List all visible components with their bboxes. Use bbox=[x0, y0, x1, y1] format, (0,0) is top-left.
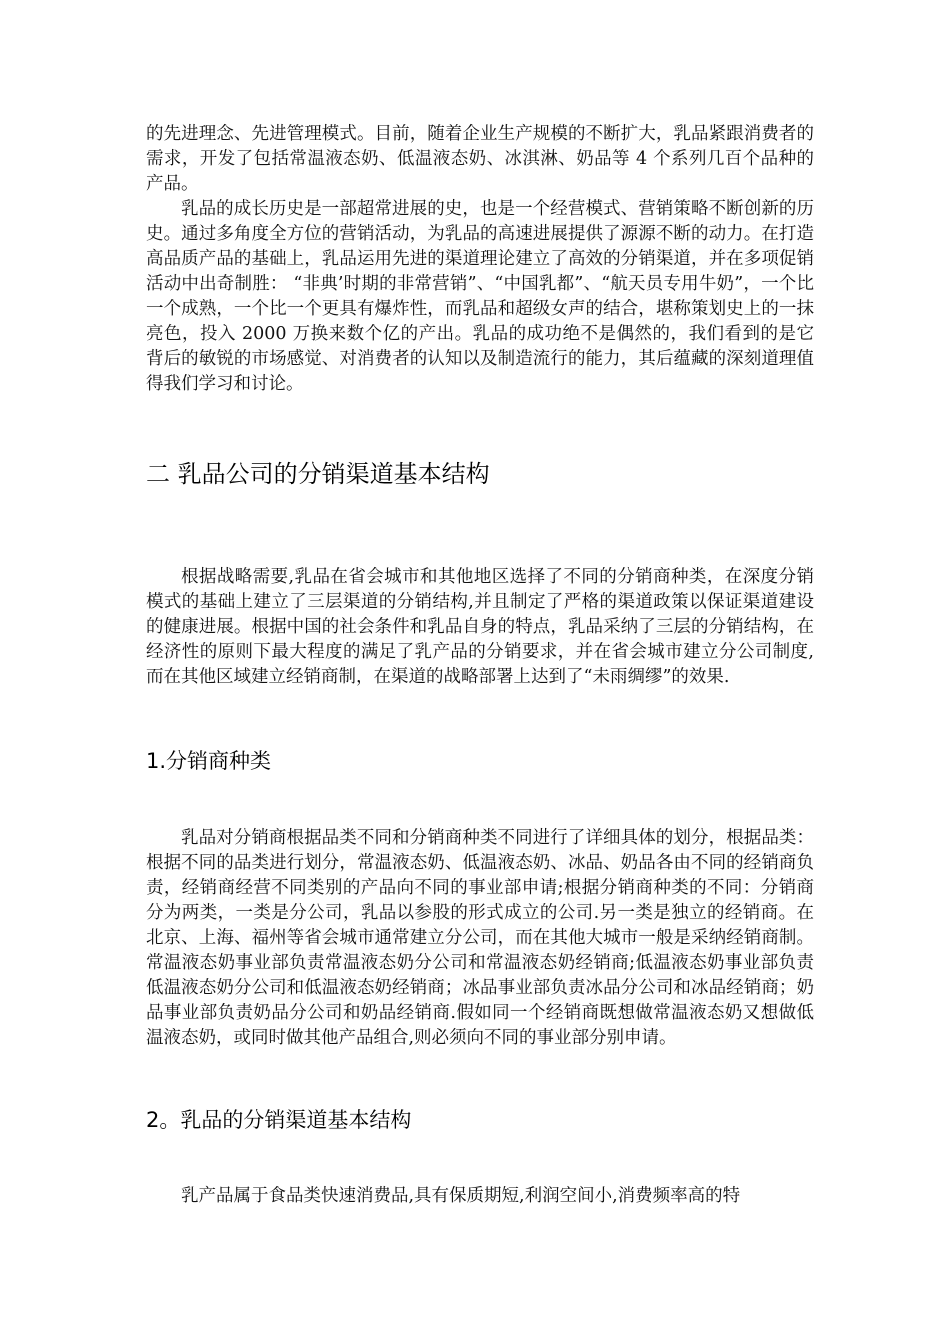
subsection-1-paragraph: 乳品对分销商根据品类不同和分销商种类不同进行了详细具体的划分，根据品类：根据不同的品类进行划分，常温液态奶、低温液态奶、冰品、奶品各由不同的经销商负责，经销商经营不同类别的产品向不同的事业部申请;根据分销商种类的不同：分销商分为两类，一类是分公司，乳品以参股的形式成立的公司.另一类是独立的经销商。在北京、上海、福州等省会城市通常建立分公司，而在其他大城市一般是采纳经销商制。常温液态奶事业部负责常温液态奶分公司和常温液态奶经销商;低温液态奶事业部负责低温液态奶分公司和低温液态奶经销商；冰品事业部负责冰品分公司和冰品经销商；奶品事业部负责奶品分公司和奶品经销商.假如同一个经销商既想做常温液态奶又想做低温液态奶，或同时做其他产品组合,则必须向不同的事业部分别申请。 bbox=[146, 828, 814, 1048]
section-2-heading: 二 乳品公司的分销渠道基本结构 bbox=[146, 460, 490, 488]
subsection-1-heading: 1.分销商种类 bbox=[146, 749, 272, 773]
subsection-2-heading: 2。乳品的分销渠道基本结构 bbox=[146, 1108, 412, 1132]
subsection-2-paragraph: 乳产品属于食品类快速消费品,具有保质期短,利润空间小,消费频率高的特 bbox=[181, 1186, 741, 1206]
history-paragraph: 乳品的成长历史是一部超常进展的史，也是一个经营模式、营销策略不断创新的历史。通过多角度全方位的营销活动，为乳品的高速进展提供了源源不断的动力。在打造高品质产品的基础上，乳品运用先进的渠道理论建立了高效的分销渠道，并在多项促销活动中出奇制胜： “非典’时期的非常营销”、“中国乳都”、“航天员专用牛奶”，一个比一个成熟，一个比一个更具有爆炸性，而乳品和超级女声的结合，堪称策划史上的一抹亮色，投入 2000 万换来数个亿的产出。乳品的成功绝不是偶然的，我们看到的是它背后的敏锐的市场感觉、对消费者的认知以及制造流行的能力，其后蕴藏的深刻道理值得我们学习和讨论。 bbox=[146, 199, 814, 394]
intro-continuation-paragraph: 的先进理念、先进管理模式。目前，随着企业生产规模的不断扩大，乳品紧跟消费者的需求，开发了包括常温液态奶、低温液态奶、冰淇淋、奶品等 4 个系列几百个品种的产品。 bbox=[146, 124, 814, 194]
section-2-paragraph: 根据战略需要,乳品在省会城市和其他地区选择了不同的分销商种类，在深度分销模式的基础上建立了三层渠道的分销结构,并且制定了严格的渠道政策以保证渠道建设的健康进展。根据中国的社会条件和乳品自身的特点，乳品采纳了三层的分销结构，在经济性的原则下最大程度的满足了乳产品的分销要求，并在省会城市建立分公司制度,而在其他区域建立经销商制，在渠道的战略部署上达到了“未雨绸缪”的效果. bbox=[146, 567, 814, 687]
